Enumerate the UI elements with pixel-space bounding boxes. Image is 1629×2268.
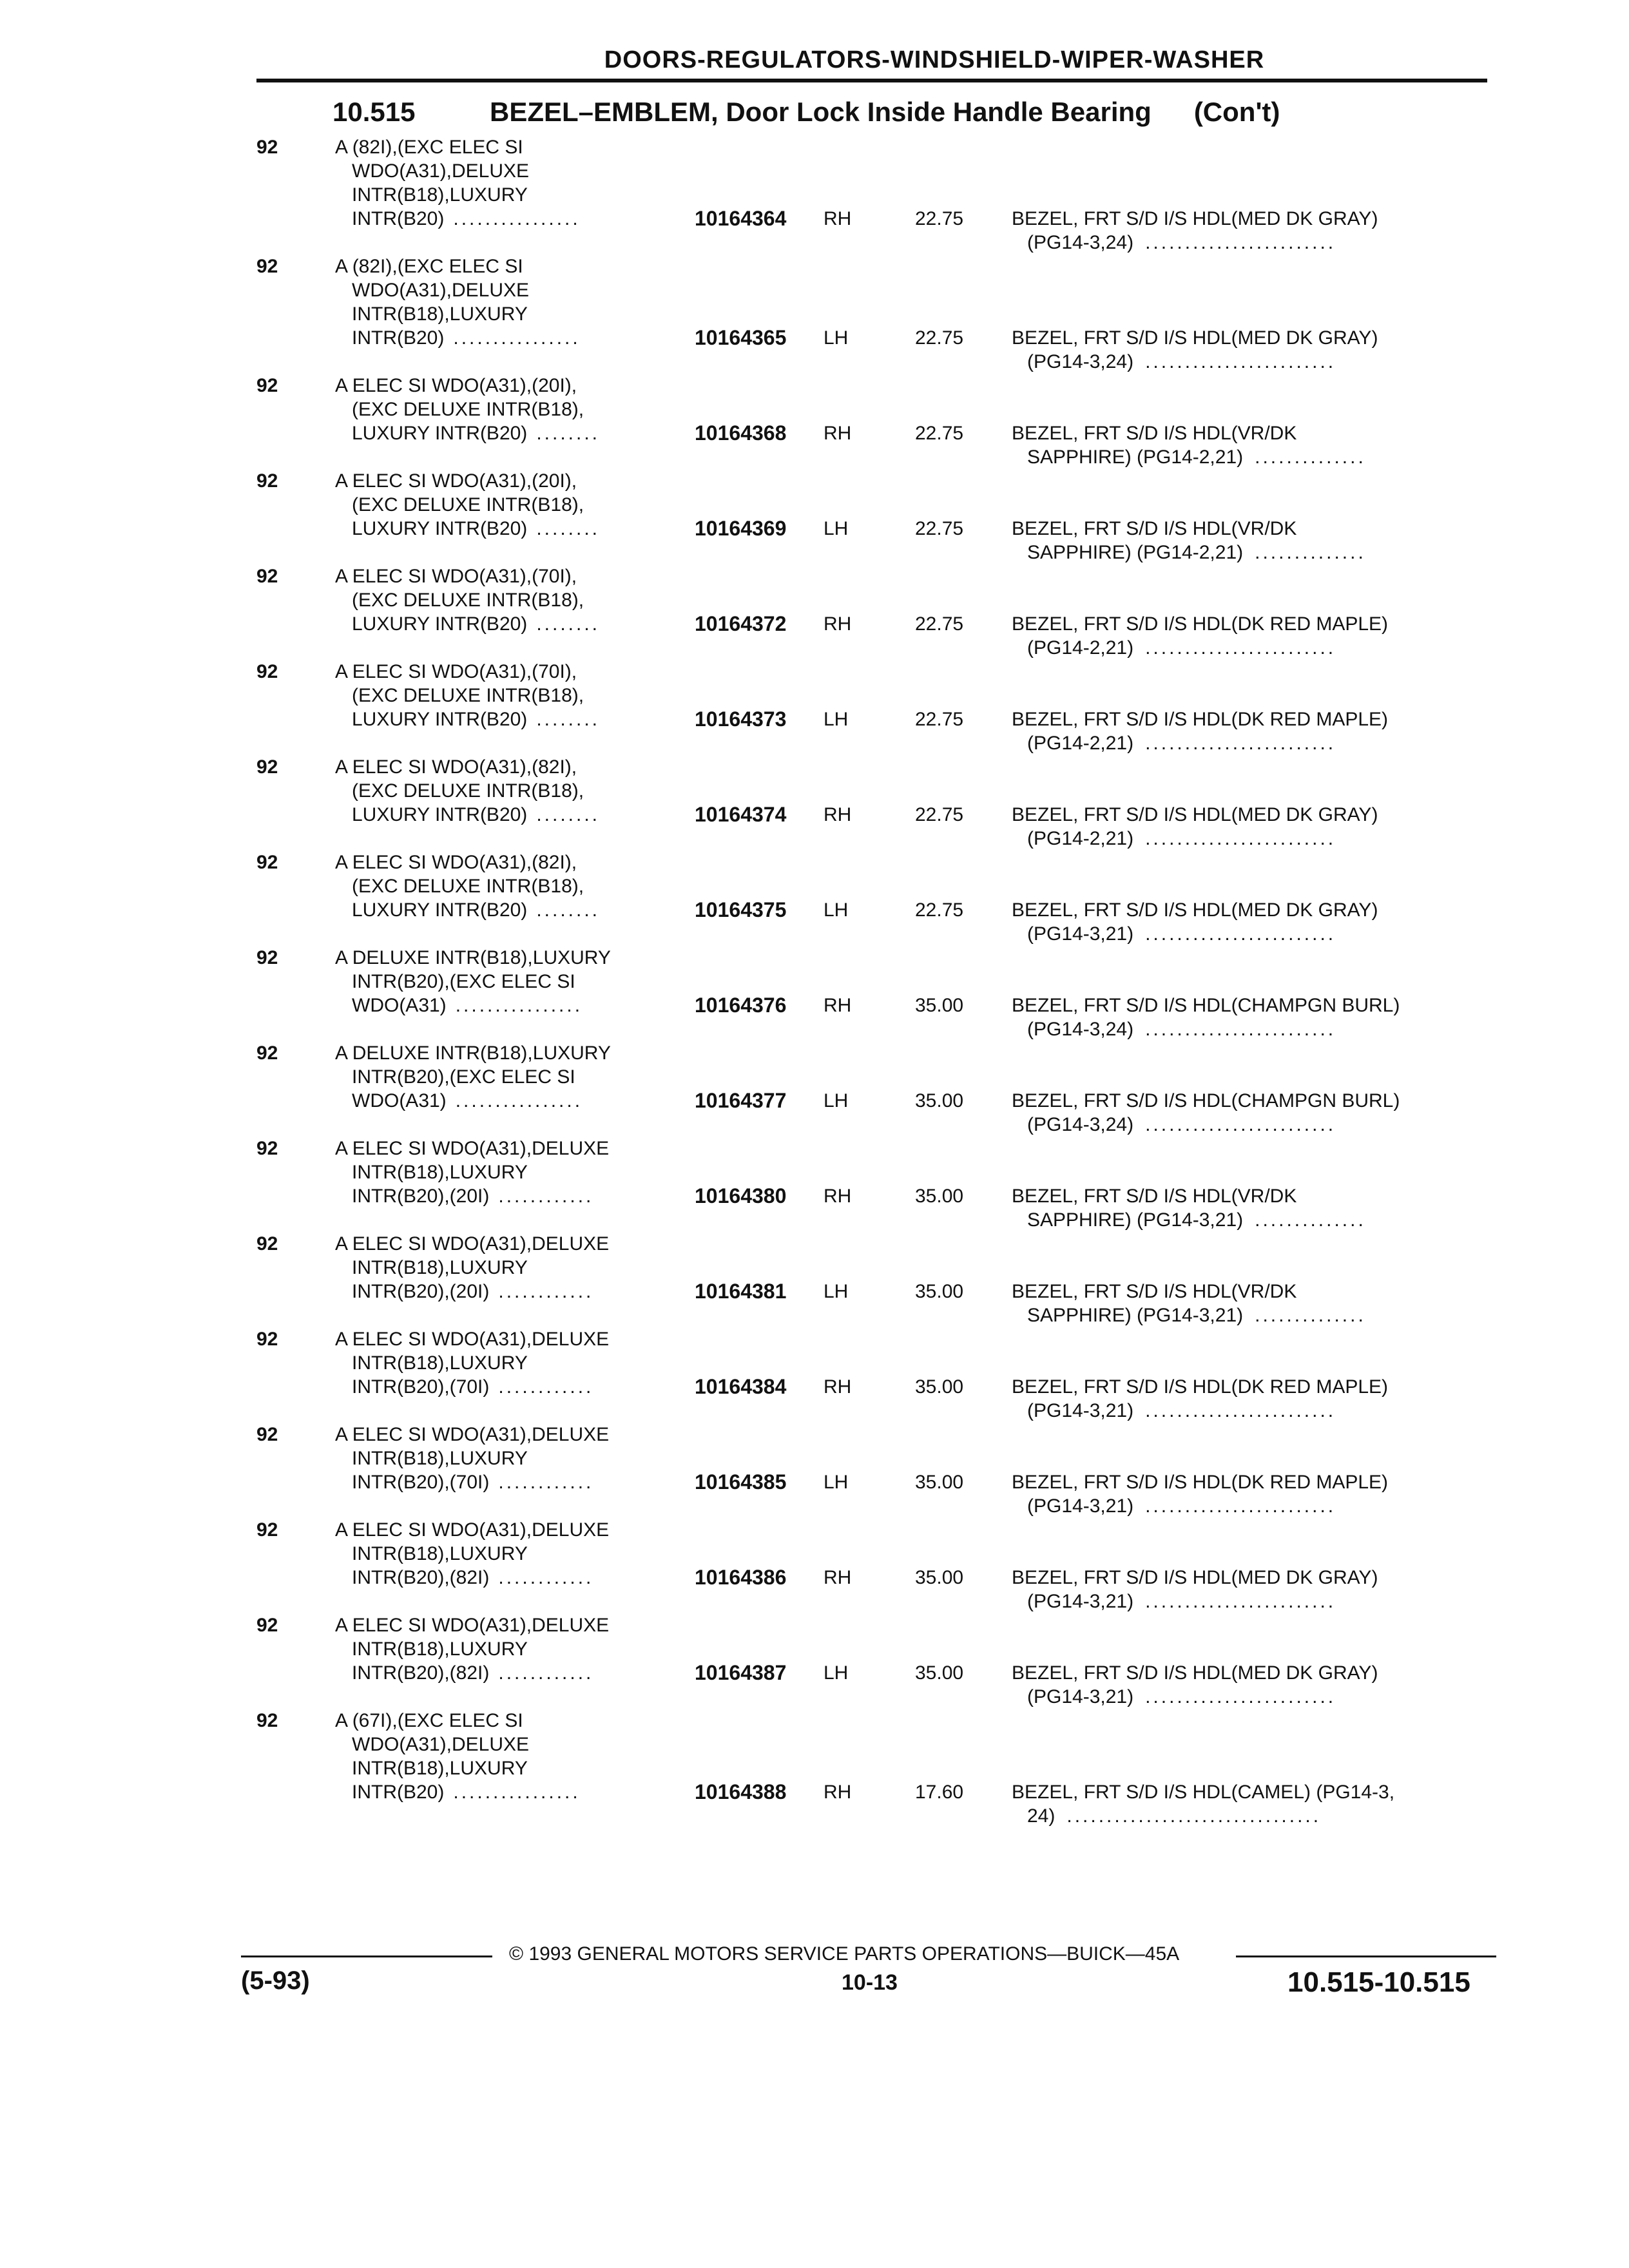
part-description [1012, 898, 1378, 946]
application-line-last [335, 1780, 581, 1804]
application-text [335, 755, 600, 827]
price: 22.75 [915, 423, 964, 444]
description-text-last: (PG14-3,21) [1027, 1591, 1134, 1612]
application-line: A ELEC SI WDO(A31),DELUXE [335, 1424, 610, 1445]
side-code: LH [824, 327, 849, 349]
application-text-last: INTR(B20) [352, 208, 445, 229]
description-line: BEZEL, FRT S/D I/S HDL(MED DK GRAY) [1012, 899, 1378, 921]
description-line-last [1012, 1017, 1400, 1041]
application-line-last [335, 707, 600, 731]
description-line-last [1012, 1804, 1394, 1828]
part-number: 10164386 [695, 1566, 787, 1589]
leader-dots: ................ [453, 1782, 581, 1803]
description-line: BEZEL, FRT S/D I/S HDL(MED DK GRAY) [1012, 327, 1378, 349]
application-text [335, 1232, 609, 1303]
application-line-last [335, 421, 600, 445]
application-text-last: LUXURY INTR(B20) [352, 804, 528, 825]
model-year: 92 [256, 756, 278, 778]
application-line-last [335, 1470, 609, 1494]
application-line: (EXC DELUXE INTR(B18), [352, 685, 584, 706]
description-text-last: (PG14-3,24) [1027, 1114, 1134, 1135]
price: 35.00 [915, 1090, 964, 1111]
application-line: INTR(B18),LUXURY [352, 1543, 528, 1564]
part-description [1012, 707, 1388, 755]
application-line: INTR(B18),LUXURY [352, 303, 528, 325]
application-line: A ELEC SI WDO(A31),DELUXE [335, 1615, 610, 1636]
price: 35.00 [915, 995, 964, 1016]
side-code: RH [824, 1567, 852, 1588]
description-text-last: (PG14-2,21) [1027, 733, 1134, 754]
side-code: RH [824, 423, 852, 444]
description-line: BEZEL, FRT S/D I/S HDL(DK RED MAPLE) [1012, 1472, 1389, 1493]
application-line: A DELUXE INTR(B18),LUXURY [335, 947, 611, 968]
price: 35.00 [915, 1281, 964, 1302]
leader-dots: ........................ [1145, 1019, 1336, 1040]
part-number: 10164381 [695, 1280, 787, 1303]
part-description [1012, 1661, 1378, 1709]
page-number: 10-13 [842, 1970, 898, 1995]
model-year: 92 [256, 1138, 278, 1159]
part-description [1012, 1470, 1388, 1518]
description-text-last: (PG14-3,21) [1027, 923, 1134, 945]
leader-dots: ............ [498, 1281, 594, 1302]
leader-dots: ........ [536, 518, 600, 539]
description-text-last: (PG14-2,21) [1027, 828, 1134, 849]
model-year: 92 [256, 566, 278, 587]
description-line: BEZEL, FRT S/D I/S HDL(CHAMPGN BURL) [1012, 1090, 1400, 1111]
leader-dots: ................ [455, 1090, 583, 1111]
application-line-last [335, 326, 581, 350]
description-line: BEZEL, FRT S/D I/S HDL(CAMEL) (PG14-3, [1012, 1782, 1395, 1803]
part-number: 10164375 [695, 898, 787, 921]
application-text [335, 1709, 581, 1804]
price: 35.00 [915, 1472, 964, 1493]
description-line-last [1012, 231, 1378, 255]
description-line-last [1012, 1590, 1378, 1613]
application-line-last [335, 994, 611, 1017]
application-text-last: WDO(A31) [352, 995, 447, 1016]
part-number: 10164380 [695, 1184, 787, 1207]
leader-dots: ............ [498, 1662, 594, 1684]
part-description [1012, 803, 1378, 850]
application-line-last [335, 1375, 609, 1399]
side-code: RH [824, 1186, 852, 1207]
description-text-last: (PG14-2,21) [1027, 637, 1134, 658]
section-number: 10.515 [333, 97, 416, 127]
application-text-last: INTR(B20),(20I) [352, 1281, 490, 1302]
application-line-last [335, 1280, 609, 1303]
price: 22.75 [915, 804, 964, 825]
part-number: 10164388 [695, 1780, 787, 1803]
application-text-last: LUXURY INTR(B20) [352, 899, 528, 921]
application-line: INTR(B18),LUXURY [352, 1257, 528, 1278]
description-line-last [1012, 1208, 1366, 1232]
application-text [335, 1518, 609, 1590]
part-description [1012, 1184, 1366, 1232]
price: 35.00 [915, 1376, 964, 1398]
leader-dots: ........................ [1145, 923, 1336, 945]
description-line-last [1012, 350, 1378, 374]
leader-dots: ................ [453, 327, 581, 349]
side-code: LH [824, 1281, 849, 1302]
section-continued: (Con't) [1193, 97, 1280, 127]
side-code: RH [824, 208, 852, 229]
part-number: 10164387 [695, 1661, 787, 1684]
application-line: A ELEC SI WDO(A31),DELUXE [335, 1233, 610, 1254]
section-title: BEZEL–EMBLEM, Door Lock Inside Handle Bearing [490, 97, 1152, 127]
model-year: 92 [256, 1043, 278, 1064]
part-description [1012, 1780, 1394, 1828]
application-line: INTR(B20),(EXC ELEC SI [352, 971, 575, 992]
leader-dots: ........................ [1145, 1495, 1336, 1517]
description-line-last [1012, 1685, 1378, 1709]
part-number: 10164376 [695, 994, 787, 1017]
side-code: RH [824, 1376, 852, 1398]
description-line-last [1012, 922, 1378, 946]
application-line-last [335, 207, 581, 231]
part-description [1012, 1566, 1378, 1613]
leader-dots: ........................ [1145, 351, 1336, 372]
side-code: RH [824, 613, 852, 635]
model-year: 92 [256, 470, 278, 492]
description-line-last [1012, 827, 1378, 850]
part-number: 10164377 [695, 1089, 787, 1112]
side-code: LH [824, 1472, 849, 1493]
leader-dots: .............. [1255, 1305, 1366, 1326]
application-line: A ELEC SI WDO(A31),(20I), [335, 375, 577, 396]
application-line: (EXC DELUXE INTR(B18), [352, 494, 584, 515]
application-line: A (82I),(EXC ELEC SI [335, 256, 523, 277]
application-text-last: LUXURY INTR(B20) [352, 709, 528, 730]
description-line: BEZEL, FRT S/D I/S HDL(CHAMPGN BURL) [1012, 995, 1400, 1016]
application-text [335, 660, 600, 731]
page-header-title: DOORS-REGULATORS-WINDSHIELD-WIPER-WASHER [604, 46, 1265, 73]
application-text-last: LUXURY INTR(B20) [352, 518, 528, 539]
side-code: RH [824, 1782, 852, 1803]
leader-dots: ........ [536, 899, 600, 921]
application-line: (EXC DELUXE INTR(B18), [352, 780, 584, 802]
application-line: A ELEC SI WDO(A31),(20I), [335, 470, 577, 492]
application-text-last: LUXURY INTR(B20) [352, 423, 528, 444]
model-year: 92 [256, 947, 278, 968]
part-description [1012, 1280, 1366, 1327]
price: 35.00 [915, 1186, 964, 1207]
price: 17.60 [915, 1782, 964, 1803]
application-text-last: INTR(B20),(82I) [352, 1567, 490, 1588]
price: 35.00 [915, 1567, 964, 1588]
leader-dots: .............. [1255, 447, 1366, 468]
description-text-last: (PG14-3,24) [1027, 351, 1134, 372]
application-line: WDO(A31),DELUXE [352, 160, 530, 182]
application-line: A (82I),(EXC ELEC SI [335, 137, 523, 158]
application-text [335, 255, 581, 350]
application-line-last [335, 1089, 611, 1113]
price: 22.75 [915, 899, 964, 921]
part-number: 10164373 [695, 707, 787, 731]
leader-dots: ........ [536, 613, 600, 635]
application-text [335, 135, 581, 231]
application-line: INTR(B18),LUXURY [352, 1448, 528, 1469]
application-line: A ELEC SI WDO(A31),DELUXE [335, 1138, 610, 1159]
application-text-last: INTR(B20) [352, 1782, 445, 1803]
side-code: LH [824, 709, 849, 730]
part-description [1012, 517, 1366, 564]
model-year: 92 [256, 375, 278, 396]
application-line: INTR(B18),LUXURY [352, 184, 528, 206]
leader-dots: ........................ [1145, 1686, 1336, 1707]
application-line-last [335, 1184, 609, 1208]
description-text-last: (PG14-3,21) [1027, 1400, 1134, 1421]
part-number: 10164369 [695, 517, 787, 540]
date-code: (5-93) [241, 1966, 310, 1995]
application-line: A ELEC SI WDO(A31),(70I), [335, 566, 577, 587]
application-line: (EXC DELUXE INTR(B18), [352, 590, 584, 611]
leader-dots: ........................ [1145, 1400, 1336, 1421]
price: 22.75 [915, 208, 964, 229]
price: 35.00 [915, 1662, 964, 1684]
application-line: INTR(B18),LUXURY [352, 1639, 528, 1660]
description-line-last [1012, 1399, 1388, 1423]
description-text-last: SAPPHIRE) (PG14-2,21) [1027, 542, 1244, 563]
part-description [1012, 1089, 1400, 1137]
model-year: 92 [256, 256, 278, 277]
description-line: BEZEL, FRT S/D I/S HDL(MED DK GRAY) [1012, 804, 1378, 825]
description-text-last: SAPPHIRE) (PG14-2,21) [1027, 447, 1244, 468]
side-code: LH [824, 899, 849, 921]
description-line-last [1012, 541, 1366, 564]
header-rule [256, 79, 1487, 82]
description-line-last [1012, 445, 1366, 469]
description-line: BEZEL, FRT S/D I/S HDL(MED DK GRAY) [1012, 1662, 1378, 1684]
application-text [335, 564, 600, 636]
side-code: RH [824, 995, 852, 1016]
application-line-last [335, 517, 600, 541]
application-text [335, 469, 600, 541]
application-line: A ELEC SI WDO(A31),(70I), [335, 661, 577, 682]
application-line: (EXC DELUXE INTR(B18), [352, 876, 584, 897]
side-code: RH [824, 804, 852, 825]
application-line: (EXC DELUXE INTR(B18), [352, 399, 584, 420]
application-line: A ELEC SI WDO(A31),(82I), [335, 852, 577, 873]
application-line: WDO(A31),DELUXE [352, 1734, 530, 1755]
application-line: INTR(B20),(EXC ELEC SI [352, 1066, 575, 1088]
application-text [335, 1613, 609, 1685]
model-year: 92 [256, 852, 278, 873]
footer-rule-right [1236, 1956, 1496, 1957]
application-line: A (67I),(EXC ELEC SI [335, 1710, 523, 1731]
side-code: LH [824, 1090, 849, 1111]
footer-rule-left [241, 1956, 492, 1957]
description-line: BEZEL, FRT S/D I/S HDL(DK RED MAPLE) [1012, 613, 1389, 635]
part-number: 10164364 [695, 207, 787, 230]
leader-dots: ........................ [1145, 828, 1336, 849]
leader-dots: ............ [498, 1472, 594, 1493]
section-range: 10.515-10.515 [1287, 1966, 1470, 1998]
application-line: A ELEC SI WDO(A31),DELUXE [335, 1519, 610, 1541]
application-text [335, 946, 611, 1017]
application-line-last [335, 898, 600, 922]
leader-dots: ............ [498, 1376, 594, 1398]
leader-dots: .............. [1255, 1209, 1366, 1231]
description-text-last: SAPPHIRE) (PG14-3,21) [1027, 1305, 1244, 1326]
leader-dots: ............ [498, 1567, 594, 1588]
application-line-last [335, 612, 600, 636]
section-heading [333, 97, 1280, 128]
application-line: A ELEC SI WDO(A31),(82I), [335, 756, 577, 778]
part-description [1012, 994, 1400, 1041]
application-line: WDO(A31),DELUXE [352, 280, 530, 301]
part-description [1012, 326, 1378, 374]
leader-dots: ............ [498, 1186, 594, 1207]
description-line: BEZEL, FRT S/D I/S HDL(VR/DK [1012, 1186, 1297, 1207]
description-line: BEZEL, FRT S/D I/S HDL(MED DK GRAY) [1012, 208, 1378, 229]
application-text [335, 1041, 611, 1113]
leader-dots: ........................ [1145, 1591, 1336, 1612]
model-year: 92 [256, 1519, 278, 1541]
model-year: 92 [256, 1710, 278, 1731]
application-text [335, 1137, 609, 1208]
application-line: A ELEC SI WDO(A31),DELUXE [335, 1329, 610, 1350]
model-year: 92 [256, 1615, 278, 1636]
description-line: BEZEL, FRT S/D I/S HDL(DK RED MAPLE) [1012, 1376, 1389, 1398]
side-code: LH [824, 518, 849, 539]
leader-dots: .............. [1255, 542, 1366, 563]
price: 22.75 [915, 327, 964, 349]
leader-dots: ........ [536, 804, 600, 825]
description-line: BEZEL, FRT S/D I/S HDL(DK RED MAPLE) [1012, 709, 1389, 730]
leader-dots: ........ [536, 709, 600, 730]
model-year: 92 [256, 661, 278, 682]
price: 22.75 [915, 613, 964, 635]
model-year: 92 [256, 1233, 278, 1254]
part-description [1012, 421, 1366, 469]
copyright-notice: © 1993 GENERAL MOTORS SERVICE PARTS OPERATIONS—BUICK—45A [509, 1943, 1180, 1965]
leader-dots: ........................ [1145, 232, 1336, 253]
part-number: 10164365 [695, 326, 787, 349]
description-line: BEZEL, FRT S/D I/S HDL(MED DK GRAY) [1012, 1567, 1378, 1588]
application-text [335, 1327, 609, 1399]
description-text-last: SAPPHIRE) (PG14-3,21) [1027, 1209, 1244, 1231]
application-text [335, 374, 600, 445]
leader-dots: ................................ [1066, 1805, 1322, 1827]
application-text-last: LUXURY INTR(B20) [352, 613, 528, 635]
leader-dots: ........................ [1145, 1114, 1336, 1135]
part-description [1012, 207, 1378, 255]
description-text-last: (PG14-3,24) [1027, 1019, 1134, 1040]
part-number: 10164385 [695, 1470, 787, 1494]
application-line: INTR(B18),LUXURY [352, 1162, 528, 1183]
description-text-last: (PG14-3,21) [1027, 1495, 1134, 1517]
description-line-last [1012, 1303, 1366, 1327]
application-text-last: INTR(B20),(70I) [352, 1376, 490, 1398]
model-year: 92 [256, 1424, 278, 1445]
application-text-last: INTR(B20) [352, 327, 445, 349]
leader-dots: ........................ [1145, 637, 1336, 658]
description-text-last: (PG14-3,21) [1027, 1686, 1134, 1707]
description-text-last: (PG14-3,24) [1027, 232, 1134, 253]
part-number: 10164384 [695, 1375, 787, 1398]
leader-dots: ........................ [1145, 733, 1336, 754]
side-code: LH [824, 1662, 849, 1684]
application-text [335, 850, 600, 922]
price: 22.75 [915, 518, 964, 539]
application-line-last [335, 1661, 609, 1685]
description-line-last [1012, 1113, 1400, 1137]
price: 22.75 [915, 709, 964, 730]
description-line-last [1012, 1494, 1388, 1518]
description-line: BEZEL, FRT S/D I/S HDL(VR/DK [1012, 1281, 1297, 1302]
application-text-last: INTR(B20),(70I) [352, 1472, 490, 1493]
part-number: 10164368 [695, 421, 787, 445]
application-text-last: WDO(A31) [352, 1090, 447, 1111]
description-text-last: 24) [1027, 1805, 1055, 1827]
part-number: 10164374 [695, 803, 787, 826]
application-line-last [335, 1566, 609, 1590]
application-text [335, 1423, 609, 1494]
leader-dots: ................ [455, 995, 583, 1016]
description-line: BEZEL, FRT S/D I/S HDL(VR/DK [1012, 518, 1297, 539]
description-line-last [1012, 636, 1388, 660]
application-line: A DELUXE INTR(B18),LUXURY [335, 1043, 611, 1064]
description-line-last [1012, 731, 1388, 755]
model-year: 92 [256, 137, 278, 158]
part-description [1012, 612, 1388, 660]
part-description [1012, 1375, 1388, 1423]
leader-dots: ................ [453, 208, 581, 229]
application-line: INTR(B18),LUXURY [352, 1352, 528, 1374]
application-line-last [335, 803, 600, 827]
model-year: 92 [256, 1329, 278, 1350]
application-line: INTR(B18),LUXURY [352, 1758, 528, 1779]
application-text-last: INTR(B20),(20I) [352, 1186, 490, 1207]
description-line: BEZEL, FRT S/D I/S HDL(VR/DK [1012, 423, 1297, 444]
part-number: 10164372 [695, 612, 787, 635]
application-text-last: INTR(B20),(82I) [352, 1662, 490, 1684]
leader-dots: ........ [536, 423, 600, 444]
